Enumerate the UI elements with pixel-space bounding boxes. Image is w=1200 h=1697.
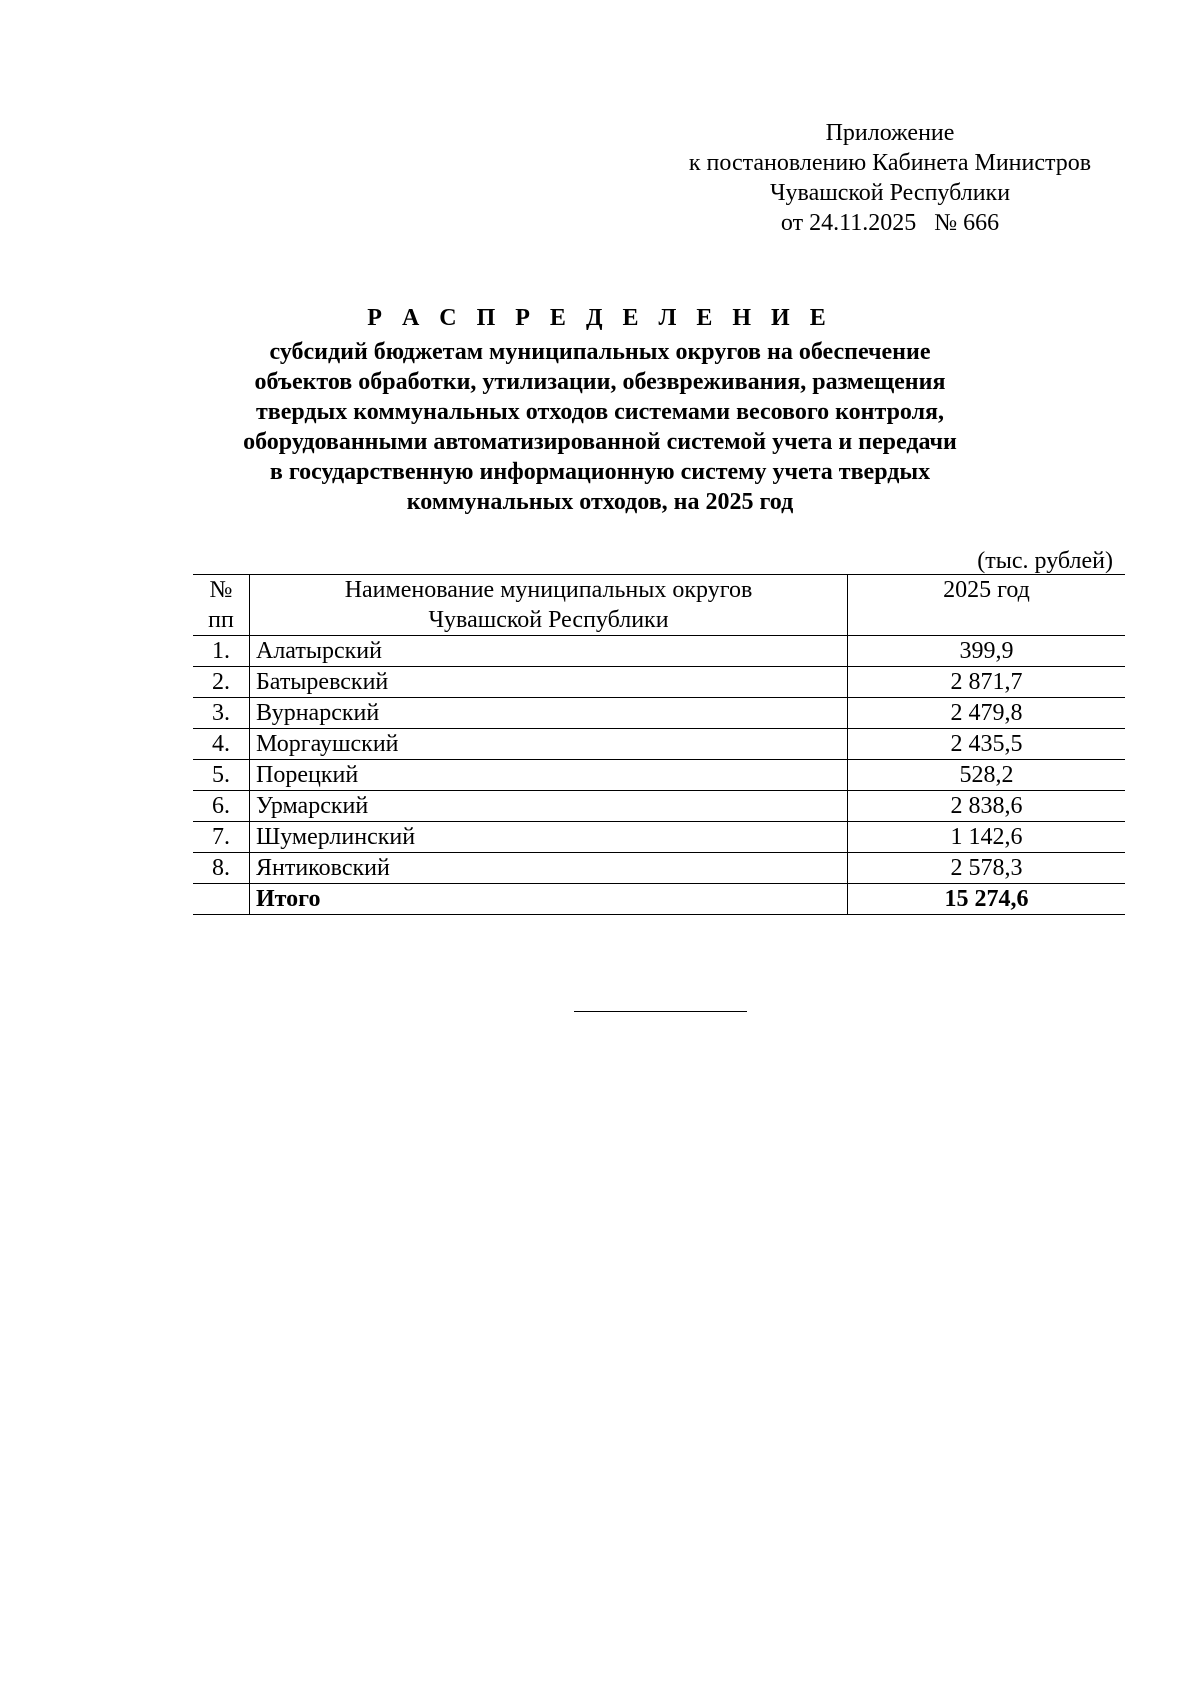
row-number: 3. <box>193 698 250 729</box>
table-row <box>193 636 1125 667</box>
appendix-date-line <box>670 208 1110 238</box>
header-number-line: пп <box>208 607 234 633</box>
subtitle-line: в государственную информационную систему учета твердых <box>269 459 931 485</box>
row-value: 1 142,6 <box>848 822 1126 853</box>
table-row <box>193 791 1125 822</box>
table-row <box>193 729 1125 760</box>
distribution-table <box>193 574 1125 915</box>
row-number: 7. <box>193 822 250 853</box>
row-number: 1. <box>193 636 250 667</box>
header-name <box>250 575 848 636</box>
total-row <box>193 884 1125 915</box>
appendix-block <box>670 118 1110 238</box>
table-row <box>193 822 1125 853</box>
table-row <box>193 667 1125 698</box>
row-value: 2 578,3 <box>848 853 1126 884</box>
row-value: 2 479,8 <box>848 698 1126 729</box>
row-value: 2 435,5 <box>848 729 1126 760</box>
row-name: Порецкий <box>250 760 848 791</box>
subtitle-line: объектов обработки, утилизации, обезвреживания, размещения <box>254 369 946 395</box>
separator-line <box>574 1011 747 1012</box>
row-value: 399,9 <box>848 636 1126 667</box>
row-number: 8. <box>193 853 250 884</box>
appendix-resolution: к постановлению Кабинета Министров <box>688 150 1092 176</box>
document-heading <box>195 303 1005 517</box>
row-value: 2 871,7 <box>848 667 1126 698</box>
units-label: (тыс. рублей) <box>977 548 1113 574</box>
header-name-line: Наименование муниципальных округов <box>344 577 753 603</box>
row-name: Янтиковский <box>250 853 848 884</box>
subtitle-line: коммунальных отходов, на 2025 год <box>406 489 794 515</box>
header-number-line: № <box>209 577 233 603</box>
header-name-line: Чувашской Республики <box>428 607 669 633</box>
total-number <box>193 884 250 915</box>
total-value: 15 274,6 <box>848 884 1126 915</box>
row-name: Моргаушский <box>250 729 848 760</box>
appendix-number: № 666 <box>934 210 1000 236</box>
row-name: Вурнарский <box>250 698 848 729</box>
header-number <box>193 575 250 636</box>
row-number: 6. <box>193 791 250 822</box>
table-header-row <box>193 575 1125 636</box>
appendix-label: Приложение <box>825 120 955 146</box>
table-row <box>193 760 1125 791</box>
row-number: 2. <box>193 667 250 698</box>
row-number: 5. <box>193 760 250 791</box>
appendix-republic: Чувашской Республики <box>769 180 1011 206</box>
row-name: Шумерлинский <box>250 822 848 853</box>
row-name: Алатырский <box>250 636 848 667</box>
table-row <box>193 853 1125 884</box>
row-number: 4. <box>193 729 250 760</box>
total-label: Итого <box>250 884 848 915</box>
document-subtitle <box>195 337 1005 517</box>
row-value: 528,2 <box>848 760 1126 791</box>
row-value: 2 838,6 <box>848 791 1126 822</box>
row-name: Батыревский <box>250 667 848 698</box>
row-name: Урмарский <box>250 791 848 822</box>
appendix-date: от 24.11.2025 <box>780 210 917 236</box>
document-title: Р А С П Р Е Д Е Л Е Н И Е <box>367 305 833 331</box>
header-value: 2025 год <box>848 575 1126 636</box>
subtitle-line: субсидий бюджетам муниципальных округов на обеспечение <box>269 339 931 365</box>
subtitle-line: оборудованными автоматизированной системой учета и передачи <box>243 429 957 455</box>
table-row <box>193 698 1125 729</box>
subtitle-line: твердых коммунальных отходов системами весового контроля, <box>255 399 945 425</box>
